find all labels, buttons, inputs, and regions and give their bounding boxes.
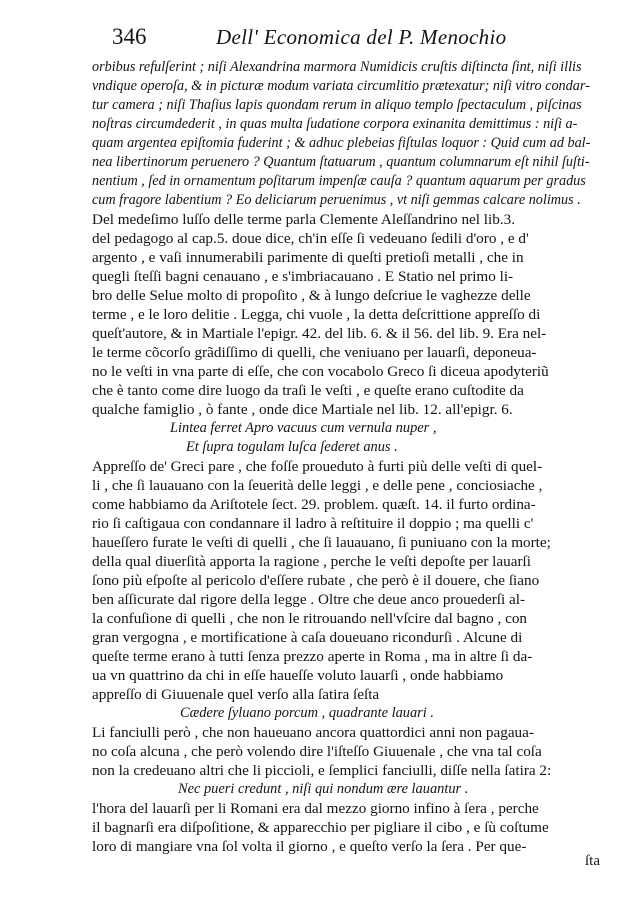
text-line: Appreſſo de' Greci pare , che foſſe proueduto à furti più delle veſti di quel- [92, 458, 543, 475]
verse-line: Et ſupra togulam luſca ſederet anus . [186, 439, 398, 455]
text-line: ben aſſicurate dal rigore della legge . Oltre che deue anco prouederſi al- [92, 591, 526, 608]
text-line: l'hora del lauarſi per li Romani era dal mezzo giorno infino à ſera , perche [92, 800, 539, 817]
latin-line: nentium , ſed in ornamentum poſitarum impenſæ cauſa ? quantum aquarum per gradus [92, 173, 586, 189]
text-line: appreſſo di Giuuenale quel verſo alla ſatira ſeſta [92, 686, 380, 703]
verse-line: Nec pueri credunt , niſi qui nondum ære lauantur . [178, 781, 469, 797]
text-line: haueſſero furate le veſti di quelli , che ſi lauauano, ſi puniuano con la morte; [92, 534, 551, 551]
text-line: bro delle Selue molto di propoſito , & à lungo deſcriue le vaghezze delle [92, 287, 531, 304]
verse-block [92, 438, 600, 457]
latin-line: orbibus refulſerint ; niſi Alexandrina marmora Numidicis cruſtis diſtincta ſint, niſi illis [92, 59, 582, 75]
text-line: qualche famiglio , ò fante , onde dice Martiale nel lib. 12. all'epigr. 6. [92, 401, 513, 418]
text-line: il bagnarſi era diſpoſitione, & apparecchio per pigliare il cibo , e ſù coſtume [92, 819, 549, 836]
page-body [92, 58, 600, 856]
text-line: la confuſione di quelli , che non le ritrouando nell'vſcire dal bagno , con [92, 610, 528, 627]
text-line: li , che ſi lauauano con la ſeuerità delle leggi , e delle pene , conciosiache , [92, 477, 543, 494]
text-line: rio ſi caſtigaua con condannare il ladro à reſtituire il doppio ; ma quelli c' [92, 515, 534, 532]
text-line: ſono più eſpoſte al pericolo d'eſſere rubate , che però è il douere, che ſiano [92, 572, 540, 589]
text-line: no coſa alcuna , che però volendo dire l'iſteſſo Giuuenale , che vna tal coſa [92, 743, 542, 760]
verse-line: Cædere ſyluano porcum , quadrante lauari . [180, 705, 434, 721]
text-line: le terme cõcorſo grãdiſſimo di quelli, che veniuano per lauarſi, deponeua- [92, 344, 537, 361]
latin-line: tur camera ; niſi Thaſius lapis quondam rerum in aliquo templo ſpectaculum , piſcinas [92, 97, 582, 113]
latin-line: cum fragore labentium ? Eo deliciarum peruenimus , vt niſi gemmas calcare nolimus . [92, 192, 581, 208]
text-line: no le veſti in vna parte di eſſe, che con vocabolo Greco ſi diceua apodyteriũ [92, 363, 549, 380]
text-line: quegli ſteſſi bagni cenauano , e s'imbriacauano . E Statio nel primo li- [92, 268, 514, 285]
text-line: Del medeſimo luſſo delle terme parla Clemente Aleſſandrino nel lib.3. [92, 211, 516, 228]
text-line: ua vn quattrino da chi in eſſe haueſſe voluto lauarſi , onde habbiamo [92, 667, 504, 684]
text-line: non la credeuano altri che li piccioli, e ſemplici fanciulli, diſſe nella ſatira 2: [92, 762, 552, 779]
verse-block [92, 780, 600, 799]
running-title: Dell' Economica del P. Menochio [216, 25, 507, 49]
page-number: 346 [112, 24, 147, 49]
text-line: queſte terme erano à tutti ſenza prezzo aperte in Roma , ma in altre ſi da- [92, 648, 533, 665]
verse-block [92, 704, 600, 723]
text-line: della qual diuerſità apporta la ragione , perche le veſti depoſte per lauarſi [92, 553, 531, 570]
text-line: Li fanciulli però , che non haueuano ancora quattordici anni non pagaua- [92, 724, 534, 741]
text-line: terme , e le loro delitie . Legga, chi vuole , la detta deſcrittione appreſſo di [92, 306, 541, 323]
text-line: gran vergogna , e mortificatione à caſa doueuano ricondurſi . Alcune di [92, 629, 523, 646]
verse-block [92, 419, 600, 438]
text-line: che è tanto come dire luogo da traſi le veſti , e queſte erano cuſtodite da [92, 382, 524, 399]
latin-line: nea libertinorum peruenero ? Quantum ſtatuarum , quantum columnarum eſt nihil ſuſti- [92, 154, 590, 170]
text-line: argento , e vaſi innumerabili parimente di queſti pretioſi metalli , che in [92, 249, 524, 266]
verse-line: Lintea ferret Apro vacuus cum vernula nuper , [170, 420, 437, 436]
catchword: ſta [585, 853, 600, 869]
text-line: loro di mangiare vna ſol volta il giorno , e queſto verſo la ſera . Per que- [92, 838, 527, 855]
latin-line: vndique operoſa, & in picturæ modum variata circumlitio prætexatur; niſi vitro condar- [92, 78, 590, 94]
text-line: del pedagogo al cap.5. doue dice, ch'in eſſe ſi vedeuano ſedili d'oro , e d' [92, 230, 529, 247]
text-line: queſt'autore, & in Martiale l'epigr. 42. del lib. 6. & il 56. del lib. 9. Era nel- [92, 325, 547, 342]
latin-line: noſtras circumdederit , in quas multa ſudatione corpora exinanita demittimus : niſi a- [92, 116, 578, 132]
latin-line: quam argentea epiſtomia fuderint ; & adhuc plebeias fiſtulas loquor : Quid cum ad bal- [92, 135, 591, 151]
text-line: come habbiamo da Ariſtotele ſect. 29. problem. quæſt. 14. il furto ordina- [92, 496, 536, 513]
page-header [112, 24, 612, 52]
